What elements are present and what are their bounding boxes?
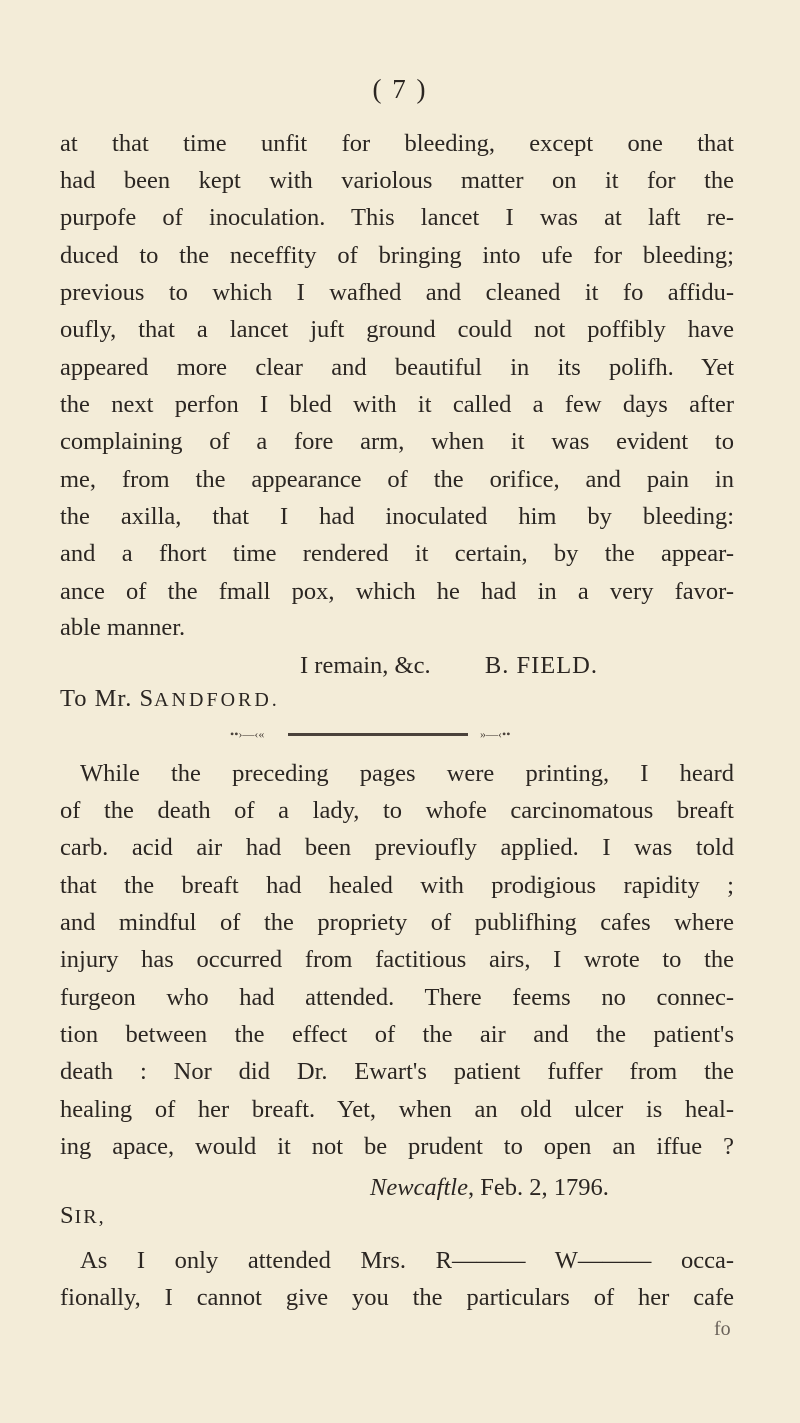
letter-line-14: able manner. bbox=[60, 614, 186, 641]
note-line-7: furgeon who had attended. There feems no connec- bbox=[60, 984, 734, 1011]
addressee-smallcaps: ANDFORD. bbox=[154, 689, 280, 711]
letter-line-4: duced to the neceffity of bringing into ufe for bleeding; bbox=[60, 242, 734, 269]
letter-line-3: purpofe of inoculation. This lancet I was at laft re- bbox=[60, 204, 734, 231]
note-line-6: injury has occurred from factitious airs, I wrote to the bbox=[60, 946, 734, 973]
catchword: fo bbox=[714, 1318, 731, 1340]
divider-right-ornament: »—‹•• bbox=[480, 727, 511, 741]
letter-line-11: the axilla, that I had inoculated him by bleeding: bbox=[60, 503, 734, 530]
note-line-2: of the death of a lady, to whofe carcinomatous breaft bbox=[60, 797, 734, 824]
letter-line-9: complaining of a fore arm, when it was evident to bbox=[60, 428, 734, 455]
addressee-prefix: To Mr. S bbox=[60, 685, 155, 712]
signature: B. FIELD. bbox=[484, 652, 598, 679]
page-number: ( 7 ) bbox=[372, 74, 428, 104]
divider-rule bbox=[288, 733, 468, 736]
note-line-1: While the preceding pages were printing, I heard bbox=[80, 760, 734, 787]
dateline bbox=[370, 1172, 730, 1203]
note-line-8: tion between the effect of the air and the patient's bbox=[60, 1021, 734, 1048]
note-line-10: healing of her breaft. Yet, when an old ulcer is heal- bbox=[60, 1096, 734, 1123]
salutation-first: S bbox=[60, 1202, 75, 1229]
letter-line-5: previous to which I wafhed and cleaned it fo affidu- bbox=[60, 279, 734, 306]
note-line-4: that the breaft had healed with prodigious rapidity ; bbox=[60, 872, 734, 899]
divider-left-ornament: ••›—‹« bbox=[230, 727, 265, 741]
letter-line-1: at that time unfit for bleeding, except one that bbox=[60, 130, 734, 157]
letter-line-8: the next perfon I bled with it called a few days after bbox=[60, 391, 734, 418]
note-line-9: death : Nor did Dr. Ewart's patient fuffer from the bbox=[60, 1058, 734, 1085]
note-line-3: carb. acid air had been previoufly applied. I was told bbox=[60, 834, 734, 861]
second-letter-line-1: As I only attended Mrs. R——— W——— occa- bbox=[80, 1247, 734, 1274]
second-letter-line-2: fionally, I cannot give you the particulars of her cafe bbox=[60, 1284, 734, 1311]
note-line-11: ing apace, would it not be prudent to open an iffue ? bbox=[60, 1133, 734, 1160]
letter-line-7: appeared more clear and beautiful in its polifh. Yet bbox=[60, 354, 734, 381]
salutation-rest: IR, bbox=[74, 1206, 106, 1228]
dateline-place: Newcaftle bbox=[370, 1174, 468, 1201]
ornamental-divider bbox=[230, 727, 550, 743]
salutation bbox=[60, 1200, 260, 1233]
note-line-5: and mindful of the propriety of publifhing cafes where bbox=[60, 909, 734, 936]
letter-line-10: me, from the appearance of the orifice, and pain in bbox=[60, 466, 734, 493]
signoff-text: I remain, &c. bbox=[300, 652, 431, 679]
letter-line-6: oufly, that a lancet juft ground could not poffibly have bbox=[60, 316, 734, 343]
letter-line-13: ance of the fmall pox, which he had in a very favor- bbox=[60, 578, 734, 605]
letter-signoff bbox=[300, 650, 660, 681]
letter-line-2: had been kept with variolous matter on it for the bbox=[60, 167, 734, 194]
letter-line-12: and a fhort time rendered it certain, by the appear- bbox=[60, 540, 734, 567]
letter-addressee bbox=[60, 683, 460, 716]
dateline-date: , Feb. 2, 1796. bbox=[467, 1174, 609, 1201]
